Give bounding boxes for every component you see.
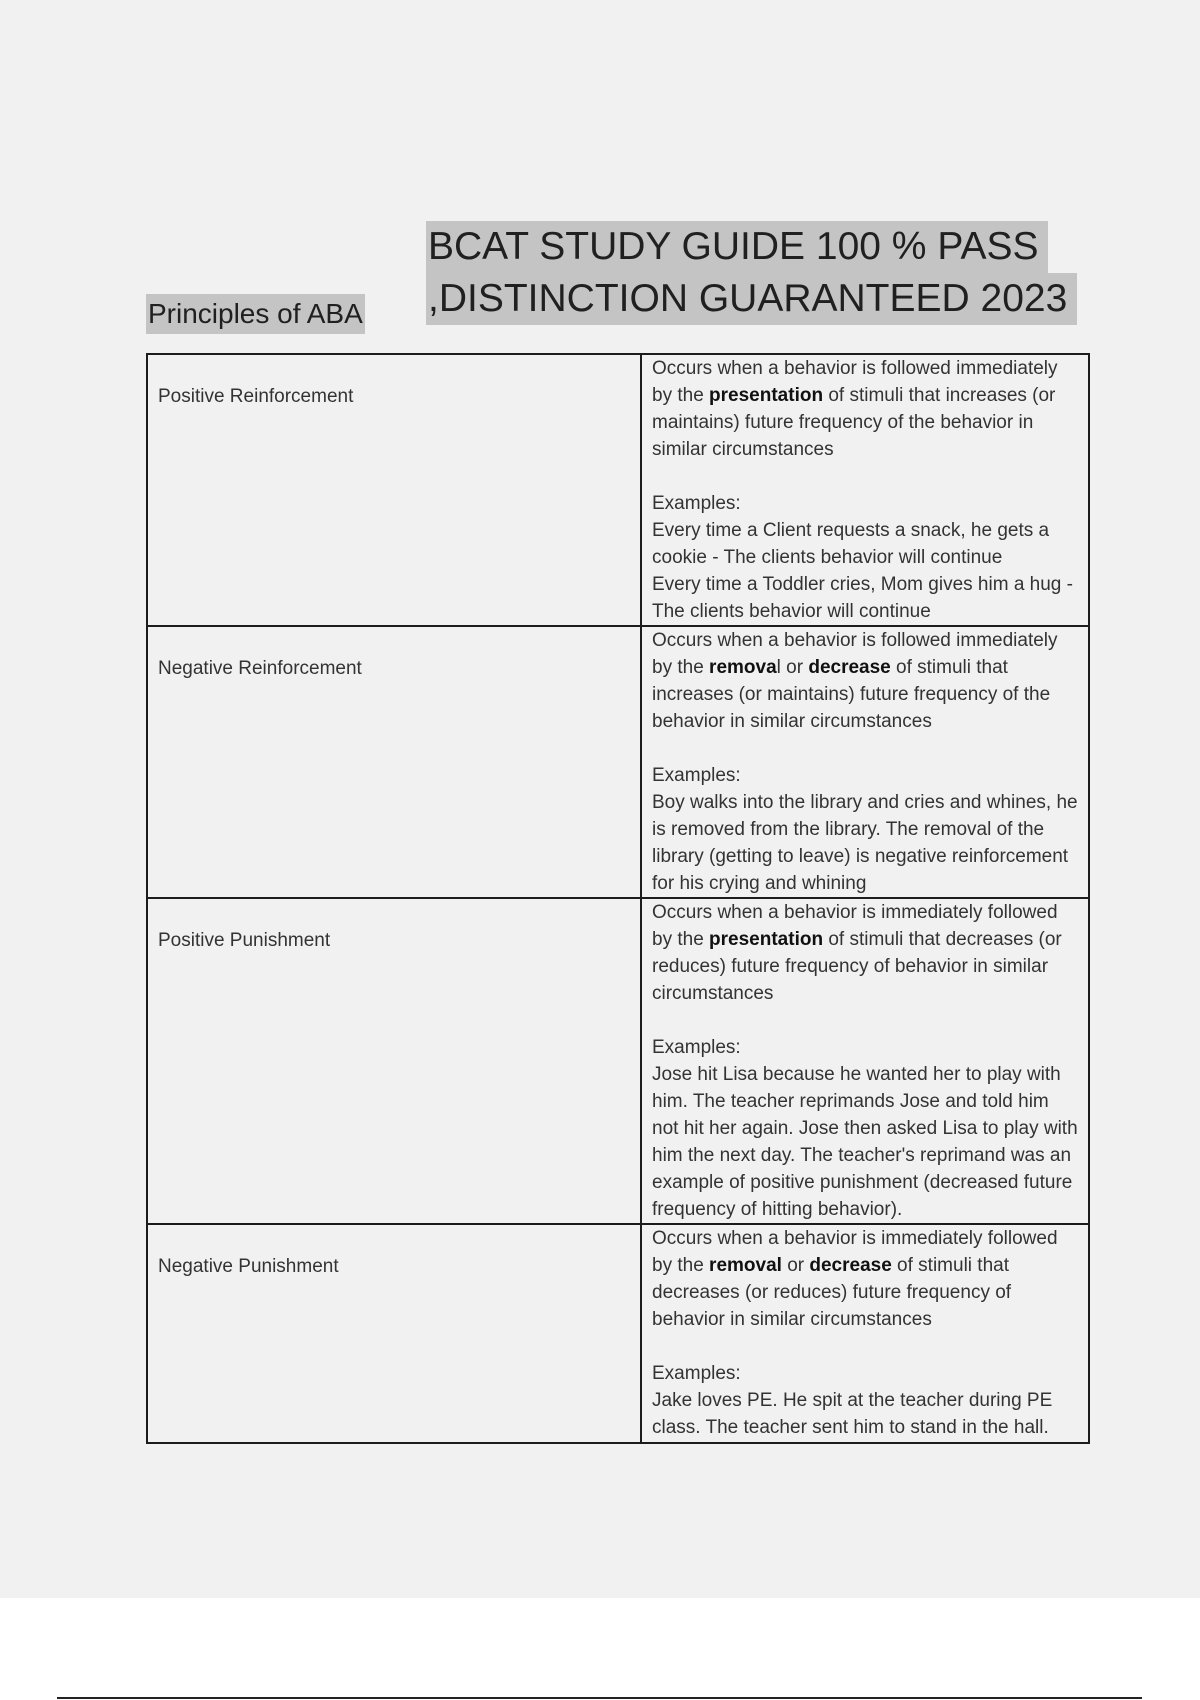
definition-cell <box>641 1224 1089 1443</box>
term-cell: Positive Reinforcement <box>147 354 641 626</box>
examples-label: Examples: <box>652 1363 741 1384</box>
definition-text: Occurs when a behavior is followed immediately by the removal or decrease of stimuli that increases (or maintains) future frequency of the behavior in similar circumstances <box>652 630 1058 732</box>
table-row <box>147 354 1089 626</box>
definition-cell <box>641 626 1089 898</box>
term-cell: Negative Punishment <box>147 1224 641 1443</box>
title-line-2: ,DISTINCTION GUARANTEED 2023 <box>426 273 1077 325</box>
term-cell: Positive Punishment <box>147 898 641 1224</box>
bold-keyword: decrease <box>808 657 891 678</box>
example-text: Every time a Toddler cries, Mom gives him a hug - The clients behavior will continue <box>652 574 1073 622</box>
table-row <box>147 1224 1089 1443</box>
table-row <box>147 898 1089 1224</box>
definition-text: Occurs when a behavior is followed immediately by the presentation of stimuli that increases (or maintains) future frequency of the behavior in similar circumstances <box>652 358 1058 460</box>
document-title <box>426 221 1068 325</box>
table-row <box>147 626 1089 898</box>
examples-label: Examples: <box>652 493 741 514</box>
bold-keyword: remova <box>709 657 777 678</box>
bold-keyword: removal <box>709 1255 782 1276</box>
footer-divider <box>57 1697 1142 1699</box>
principles-table <box>146 353 1090 1444</box>
definition-text: Occurs when a behavior is immediately followed by the removal or decrease of stimuli that decreases (or reduces) future frequency of behavior in similar circumstances <box>652 1228 1058 1330</box>
example-text: Jose hit Lisa because he wanted her to play with him. The teacher reprimands Jose and told him not hit her again. Jose then asked Lisa to play with him the next day. The teacher's reprimand was an example of positive punishment (decreased future frequency of hitting behavior). <box>652 1064 1078 1220</box>
example-text: Boy walks into the library and cries and whines, he is removed from the library. The removal of the library (getting to leave) is negative reinforcement for his crying and whining <box>652 792 1078 894</box>
definition-text: Occurs when a behavior is immediately followed by the presentation of stimuli that decreases (or reduces) future frequency of behavior in similar circumstances <box>652 902 1062 1004</box>
section-heading: Principles of ABA <box>146 294 365 334</box>
examples-label: Examples: <box>652 765 741 786</box>
bold-keyword: presentation <box>709 929 824 950</box>
definition-cell <box>641 354 1089 626</box>
definition-cell <box>641 898 1089 1224</box>
bold-keyword: decrease <box>809 1255 892 1276</box>
examples-label: Examples: <box>652 1037 741 1058</box>
bold-keyword: presentation <box>709 385 824 406</box>
example-text: Jake loves PE. He spit at the teacher during PE class. The teacher sent him to stand in the hall. <box>652 1390 1053 1438</box>
example-text: Every time a Client requests a snack, he gets a cookie - The clients behavior will continue <box>652 520 1050 568</box>
term-cell: Negative Reinforcement <box>147 626 641 898</box>
title-line-1: BCAT STUDY GUIDE 100 % PASS <box>426 221 1048 273</box>
